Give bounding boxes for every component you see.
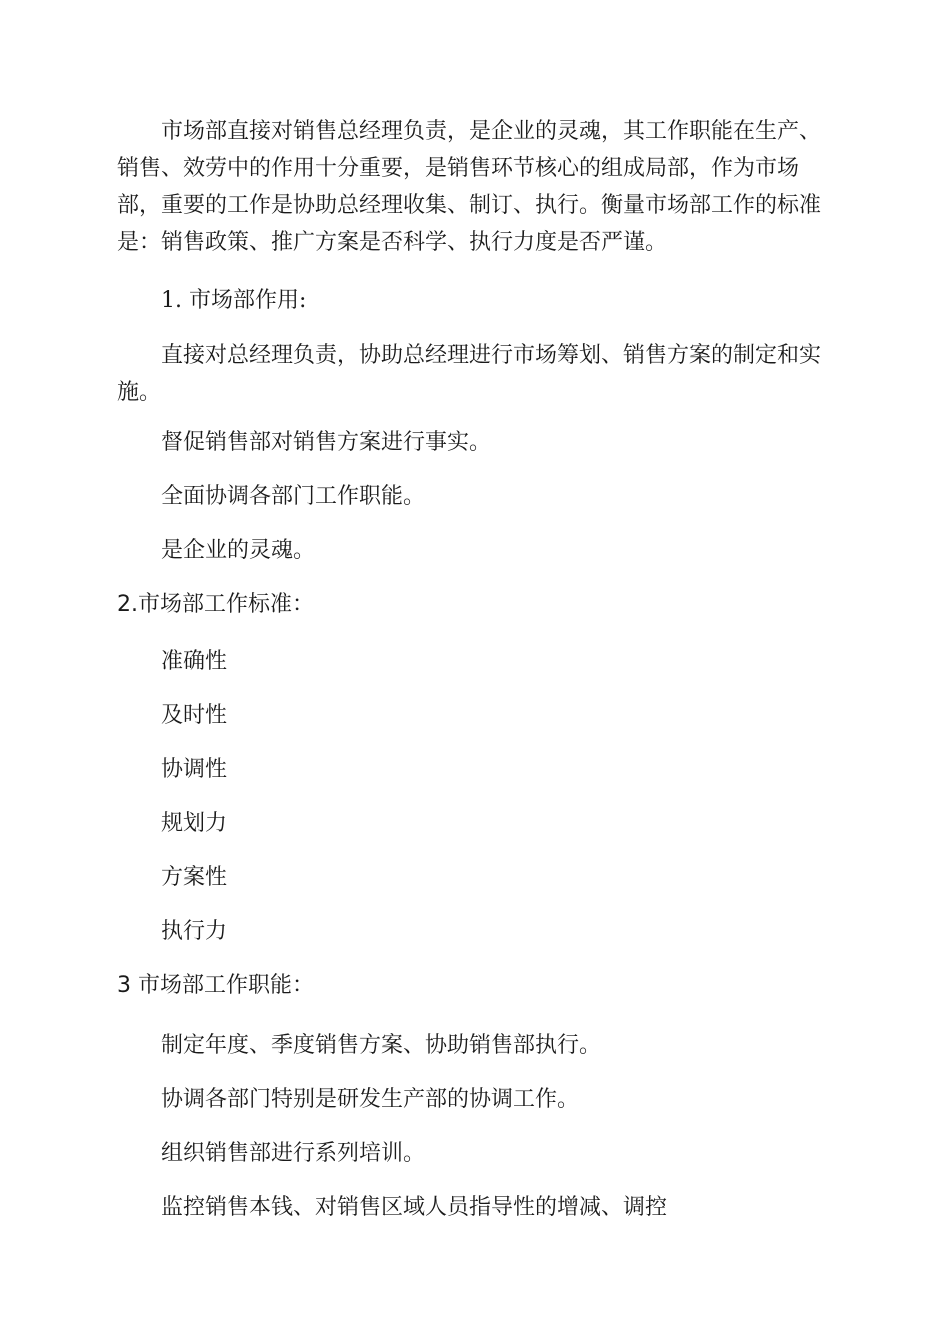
intro-paragraph: 市场部直接对销售总经理负责，是企业的灵魂，其工作职能在生产、销售、效劳中的作用十分重要，是销售环节核心的组成局部，作为市场部，重要的工作是协助总经理收集、制订、执行。衡量市场部工作的标准是：销售政策、推广方案是否科学、执行力度是否严谨。 [117,119,822,255]
section2-item-2: 及时性 [161,703,228,728]
section1-paragraph: 直接对总经理负责，协助总经理进行市场筹划、销售方案的制定和实施。 [117,343,822,405]
section2-item-1: 准确性 [161,649,228,674]
section3-item-2: 协调各部门特别是研发生产部的协调工作。 [161,1087,580,1112]
section1-item-1: 督促销售部对销售方案进行事实。 [161,430,492,455]
section1-title: 1. 市场部作用: [161,288,307,313]
section2-item-4: 规划力 [161,811,228,836]
section2-title: 市场部工作标准： [138,592,315,617]
section1-item-3: 是企业的灵魂。 [161,538,316,563]
section3-item-3: 组织销售部进行系列培训。 [161,1141,426,1166]
section3-number: 3 [117,973,131,998]
section2-item-5: 方案性 [161,865,228,890]
section3-heading [117,971,314,1001]
section3-title: 市场部工作职能： [131,973,314,998]
section1-item-2: 全面协调各部门工作职能。 [161,484,426,509]
section2-item-6: 执行力 [161,919,228,944]
section2-number: 2. [117,592,138,617]
section3-item-1: 制定年度、季度销售方案、协助销售部执行。 [161,1033,602,1058]
section2-item-3: 协调性 [161,757,228,782]
section2-heading [117,590,314,620]
section3-item-4: 监控销售本钱、对销售区域人员指导性的增减、调控 [161,1195,668,1220]
